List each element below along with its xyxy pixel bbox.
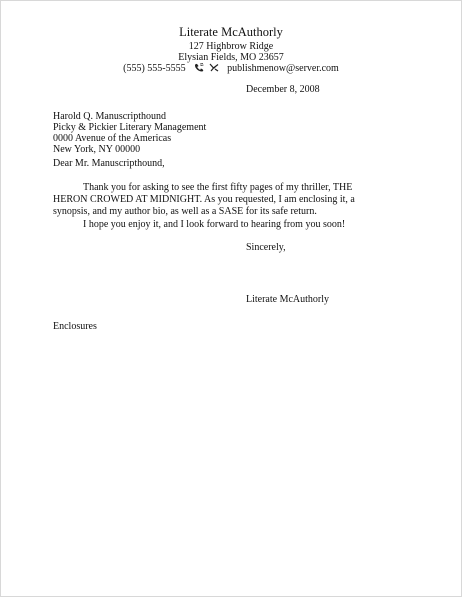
closing: Sincerely, [246, 242, 286, 253]
recipient-name: Harold Q. Manuscripthound [53, 111, 167, 122]
letterhead-street: 127 Highbrow Ridge [188, 41, 274, 52]
signature-name: Literate McAuthorly [246, 294, 330, 305]
recipient-street: 0000 Avenue of the Americas [53, 133, 172, 144]
salutation: Dear Mr. Manuscripthound, [53, 158, 165, 169]
letterhead-contact [0, 63, 462, 75]
letterhead-city: Elysian Fields, MO 23657 [178, 52, 284, 63]
mail-icon [209, 63, 219, 72]
letterhead-email: publishmenow@server.com [227, 63, 339, 74]
enclosures-note: Enclosures [53, 321, 97, 332]
recipient-city: New York, NY 00000 [53, 144, 141, 155]
recipient-address [53, 111, 206, 155]
letterhead-name: Literate McAuthorly [179, 25, 283, 39]
body-paragraph-1: Thank you for asking to see the first fifty pages of my thriller, THE HERON CROWED AT MIDNIGHT. As you requested, I am enclosing it, a synopsis, and my author bio, as well as a SASE for its safe return. [53, 182, 355, 217]
body-paragraph-2: I hope you enjoy it, and I look forward to hearing from you soon! [83, 219, 346, 230]
letterhead-phone: (555) 555-5555 [123, 63, 186, 74]
recipient-company: Picky & Pickier Literary Management [53, 122, 207, 133]
letter-date: December 8, 2008 [246, 84, 320, 95]
phone-icon [194, 63, 204, 72]
